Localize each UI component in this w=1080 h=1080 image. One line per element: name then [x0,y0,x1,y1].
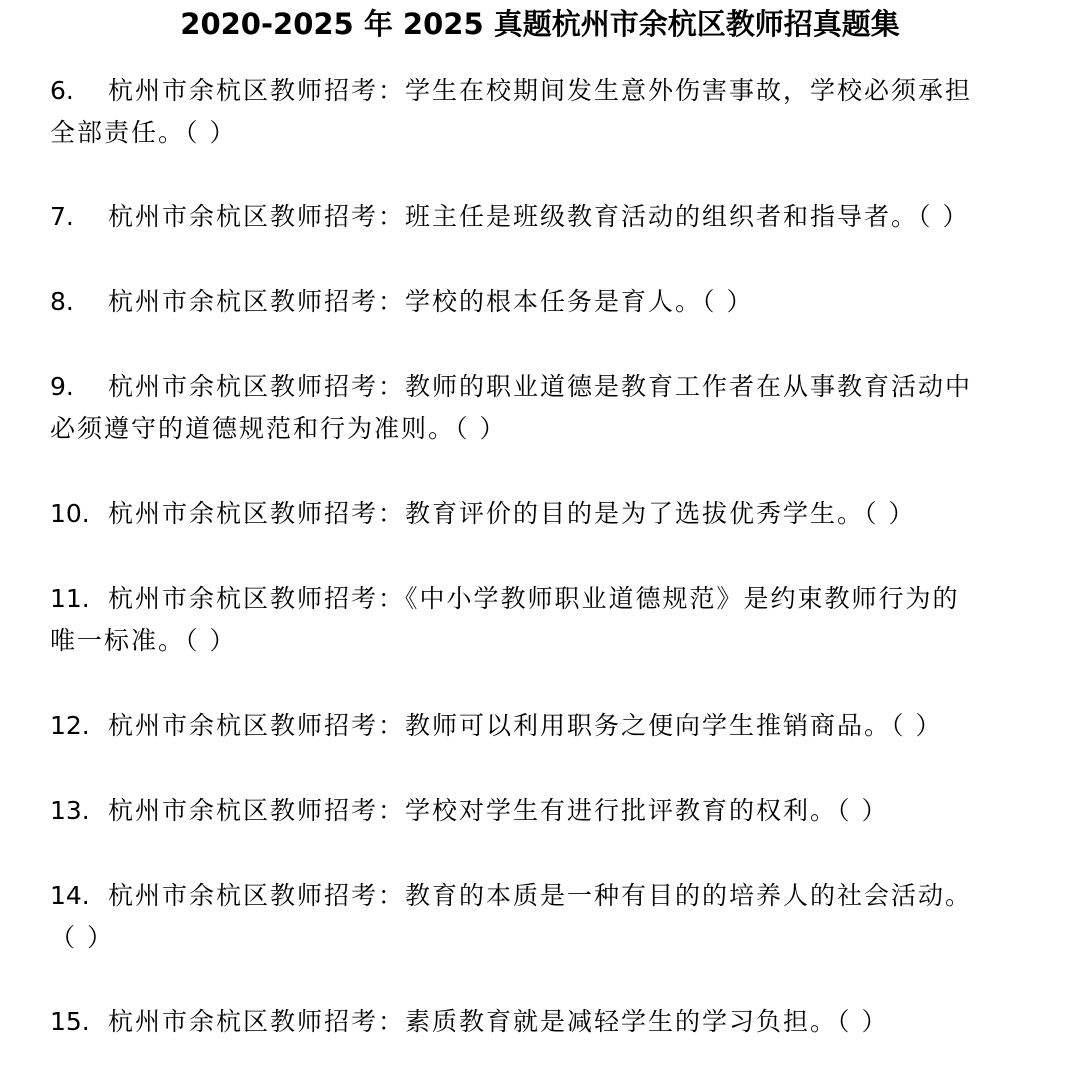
question-text: 杭州市余杭区教师招考：学生在校期间发生意外伤害事故，学校必须承担 [108,76,973,105]
question-14 [50,875,972,959]
question-text: 杭州市余杭区教师招考：《中小学教师职业道德规范》是约束教师行为的 [108,584,960,613]
question-number: 14. [50,881,90,910]
question-number: 11. [50,584,90,613]
question-text-continued: （ ） [50,923,114,952]
question-text-continued: 全部责任。（ ） [50,118,237,147]
document-title: 2020-2025 年 2025 真题杭州市余杭区教师招真题集 [180,7,900,41]
question-number: 9. [50,372,74,401]
question-15 [50,1001,888,1043]
question-number: 10. [50,499,90,528]
question-text: 杭州市余杭区教师招考：班主任是班级教育活动的组织者和指导者。（ ） [108,202,970,231]
question-6 [50,70,972,154]
question-text: 杭州市余杭区教师招考：教师可以利用职务之便向学生推销商品。（ ） [108,711,943,740]
question-number: 6. [50,76,74,105]
question-13 [50,790,888,832]
question-number: 12. [50,711,90,740]
question-number: 7. [50,202,74,231]
question-12 [50,705,942,747]
question-11 [50,578,960,662]
question-7 [50,196,969,238]
question-number: 15. [50,1007,90,1036]
question-number: 8. [50,287,74,316]
question-text-continued: 唯一标准。（ ） [50,626,237,655]
question-text: 杭州市余杭区教师招考：教育的本质是一种有目的的培养人的社会活动。 [108,881,973,910]
question-8 [50,281,753,323]
question-text-continued: 必须遵守的道德规范和行为准则。（ ） [50,414,507,443]
question-10 [50,493,915,535]
question-text: 杭州市余杭区教师招考：素质教育就是减轻学生的学习负担。（ ） [108,1007,889,1036]
question-text: 杭州市余杭区教师招考：学校的根本任务是育人。（ ） [108,287,754,316]
question-text: 杭州市余杭区教师招考：学校对学生有进行批评教育的权利。（ ） [108,796,889,825]
question-number: 13. [50,796,90,825]
question-text: 杭州市余杭区教师招考：教师的职业道德是教育工作者在从事教育活动中 [108,372,973,401]
question-9 [50,366,972,450]
question-text: 杭州市余杭区教师招考：教育评价的目的是为了选拔优秀学生。（ ） [108,499,916,528]
